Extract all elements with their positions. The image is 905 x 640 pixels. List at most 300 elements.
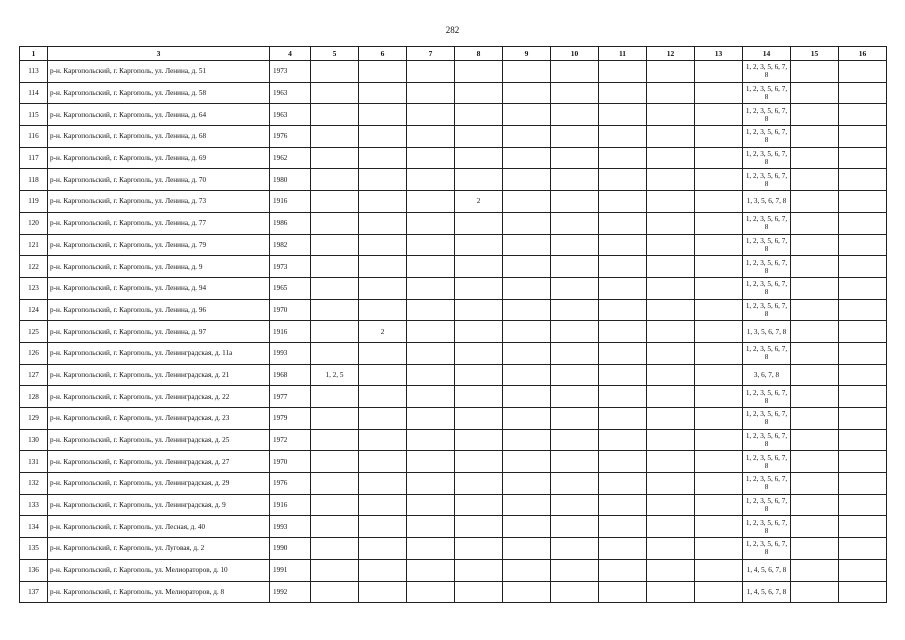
col-13-cell	[695, 516, 743, 538]
address-cell: р-н. Каргопольский, г. Каргополь, ул. Ленина, д. 73	[48, 191, 270, 213]
col-14-cell: 1, 2, 3, 5, 6, 7, 8	[743, 277, 791, 299]
col-5-cell	[311, 147, 359, 169]
col-6-cell	[359, 364, 407, 386]
year-cell: 1962	[270, 147, 311, 169]
row-number-cell: 129	[20, 408, 48, 430]
table-row	[20, 82, 887, 104]
row-number-cell: 121	[20, 234, 48, 256]
col-6-cell	[359, 516, 407, 538]
column-header: 3	[48, 47, 270, 61]
col-10-cell	[551, 212, 599, 234]
col-5-cell	[311, 429, 359, 451]
col-15-cell	[791, 104, 839, 126]
address-cell: р-н. Каргопольский, г. Каргополь, ул. Ленина, д. 96	[48, 299, 270, 321]
col-6-cell	[359, 126, 407, 148]
year-cell: 1976	[270, 473, 311, 495]
col-11-cell	[599, 82, 647, 104]
col-10-cell	[551, 408, 599, 430]
col-13-cell	[695, 342, 743, 364]
address-cell: р-н. Каргопольский, г. Каргополь, ул. Ленинградская, д. 23	[48, 408, 270, 430]
column-header: 8	[455, 47, 503, 61]
col-6-cell	[359, 191, 407, 213]
col-13-cell	[695, 191, 743, 213]
col-12-cell	[647, 191, 695, 213]
col-9-cell	[503, 581, 551, 603]
col-11-cell	[599, 191, 647, 213]
col-11-cell	[599, 538, 647, 560]
col-10-cell	[551, 234, 599, 256]
col-16-cell	[839, 191, 887, 213]
col-8-cell: 2	[455, 191, 503, 213]
col-5-cell	[311, 256, 359, 278]
col-6-cell	[359, 559, 407, 581]
col-11-cell	[599, 169, 647, 191]
table-row	[20, 559, 887, 581]
row-number-cell: 115	[20, 104, 48, 126]
table-row	[20, 147, 887, 169]
column-header: 13	[695, 47, 743, 61]
col-12-cell	[647, 342, 695, 364]
col-9-cell	[503, 538, 551, 560]
address-cell: р-н. Каргопольский, г. Каргополь, ул. Ленина, д. 9	[48, 256, 270, 278]
row-number-cell: 113	[20, 61, 48, 83]
row-number-cell: 137	[20, 581, 48, 603]
col-13-cell	[695, 364, 743, 386]
year-cell: 1973	[270, 256, 311, 278]
col-16-cell	[839, 494, 887, 516]
row-number-cell: 114	[20, 82, 48, 104]
year-cell: 1970	[270, 299, 311, 321]
col-6-cell	[359, 342, 407, 364]
col-15-cell	[791, 408, 839, 430]
col-8-cell	[455, 321, 503, 343]
address-cell: р-н. Каргопольский, г. Каргополь, ул. Ленинградская, д. 29	[48, 473, 270, 495]
col-16-cell	[839, 538, 887, 560]
col-5-cell	[311, 342, 359, 364]
col-10-cell	[551, 299, 599, 321]
col-15-cell	[791, 82, 839, 104]
col-8-cell	[455, 364, 503, 386]
col-16-cell	[839, 212, 887, 234]
col-7-cell	[407, 147, 455, 169]
col-7-cell	[407, 299, 455, 321]
row-number-cell: 135	[20, 538, 48, 560]
col-9-cell	[503, 169, 551, 191]
col-7-cell	[407, 516, 455, 538]
year-cell: 1916	[270, 191, 311, 213]
address-cell: р-н. Каргопольский, г. Каргополь, ул. Ленинградская, д. 22	[48, 386, 270, 408]
col-6-cell	[359, 61, 407, 83]
col-14-cell: 1, 4, 5, 6, 7, 8	[743, 581, 791, 603]
table-row	[20, 126, 887, 148]
col-6-cell	[359, 494, 407, 516]
col-11-cell	[599, 299, 647, 321]
col-5-cell	[311, 559, 359, 581]
address-cell: р-н. Каргопольский, г. Каргополь, ул. Мелиораторов, д. 8	[48, 581, 270, 603]
row-number-cell: 120	[20, 212, 48, 234]
year-cell: 1991	[270, 559, 311, 581]
col-16-cell	[839, 559, 887, 581]
col-15-cell	[791, 212, 839, 234]
col-5-cell	[311, 516, 359, 538]
col-10-cell	[551, 386, 599, 408]
year-cell: 1986	[270, 212, 311, 234]
col-9-cell	[503, 126, 551, 148]
col-15-cell	[791, 191, 839, 213]
col-16-cell	[839, 61, 887, 83]
col-14-cell: 1, 2, 3, 5, 6, 7, 8	[743, 538, 791, 560]
col-12-cell	[647, 126, 695, 148]
col-9-cell	[503, 364, 551, 386]
col-9-cell	[503, 516, 551, 538]
table-row	[20, 538, 887, 560]
col-15-cell	[791, 516, 839, 538]
col-13-cell	[695, 212, 743, 234]
col-9-cell	[503, 256, 551, 278]
column-header: 7	[407, 47, 455, 61]
col-14-cell: 1, 3, 5, 6, 7, 8	[743, 321, 791, 343]
col-12-cell	[647, 494, 695, 516]
col-13-cell	[695, 277, 743, 299]
col-7-cell	[407, 169, 455, 191]
col-7-cell	[407, 277, 455, 299]
col-10-cell	[551, 516, 599, 538]
col-16-cell	[839, 516, 887, 538]
col-5-cell	[311, 538, 359, 560]
year-cell: 1977	[270, 386, 311, 408]
col-16-cell	[839, 126, 887, 148]
row-number-cell: 118	[20, 169, 48, 191]
col-16-cell	[839, 581, 887, 603]
row-number-cell: 132	[20, 473, 48, 495]
col-10-cell	[551, 321, 599, 343]
col-12-cell	[647, 581, 695, 603]
col-7-cell	[407, 82, 455, 104]
col-13-cell	[695, 581, 743, 603]
col-13-cell	[695, 234, 743, 256]
col-10-cell	[551, 538, 599, 560]
col-5-cell	[311, 473, 359, 495]
col-12-cell	[647, 61, 695, 83]
col-7-cell	[407, 342, 455, 364]
address-cell: р-н. Каргопольский, г. Каргополь, ул. Лесная, д. 40	[48, 516, 270, 538]
year-cell: 1973	[270, 61, 311, 83]
col-9-cell	[503, 299, 551, 321]
col-8-cell	[455, 386, 503, 408]
col-16-cell	[839, 234, 887, 256]
page-number: 282	[445, 25, 460, 35]
col-7-cell	[407, 473, 455, 495]
col-7-cell	[407, 321, 455, 343]
col-6-cell	[359, 212, 407, 234]
col-6-cell	[359, 277, 407, 299]
col-14-cell: 1, 2, 3, 5, 6, 7, 8	[743, 299, 791, 321]
col-11-cell	[599, 212, 647, 234]
col-16-cell	[839, 429, 887, 451]
col-11-cell	[599, 342, 647, 364]
col-10-cell	[551, 147, 599, 169]
col-11-cell	[599, 451, 647, 473]
col-9-cell	[503, 321, 551, 343]
col-8-cell	[455, 429, 503, 451]
address-cell: р-н. Каргопольский, г. Каргополь, ул. Ленина, д. 58	[48, 82, 270, 104]
col-9-cell	[503, 408, 551, 430]
col-8-cell	[455, 451, 503, 473]
col-6-cell	[359, 299, 407, 321]
col-11-cell	[599, 473, 647, 495]
col-10-cell	[551, 191, 599, 213]
table-body	[20, 61, 887, 603]
row-number-cell: 116	[20, 126, 48, 148]
col-12-cell	[647, 473, 695, 495]
col-13-cell	[695, 126, 743, 148]
col-12-cell	[647, 364, 695, 386]
column-header: 9	[503, 47, 551, 61]
col-8-cell	[455, 169, 503, 191]
col-14-cell: 1, 2, 3, 5, 6, 7, 8	[743, 126, 791, 148]
row-number-cell: 136	[20, 559, 48, 581]
col-11-cell	[599, 234, 647, 256]
col-6-cell	[359, 82, 407, 104]
col-10-cell	[551, 581, 599, 603]
col-5-cell	[311, 234, 359, 256]
col-9-cell	[503, 451, 551, 473]
col-5-cell	[311, 169, 359, 191]
row-number-cell: 124	[20, 299, 48, 321]
row-number-cell: 134	[20, 516, 48, 538]
col-16-cell	[839, 256, 887, 278]
col-5-cell: 1, 2, 5	[311, 364, 359, 386]
col-8-cell	[455, 408, 503, 430]
col-9-cell	[503, 212, 551, 234]
address-cell: р-н. Каргопольский, г. Каргополь, ул. Ленинградская, д. 25	[48, 429, 270, 451]
col-5-cell	[311, 321, 359, 343]
table-row	[20, 61, 887, 83]
column-header: 15	[791, 47, 839, 61]
table-header-row	[20, 47, 887, 61]
col-16-cell	[839, 364, 887, 386]
table-row	[20, 256, 887, 278]
col-9-cell	[503, 559, 551, 581]
col-7-cell	[407, 386, 455, 408]
year-cell: 1993	[270, 516, 311, 538]
col-8-cell	[455, 256, 503, 278]
col-16-cell	[839, 408, 887, 430]
col-11-cell	[599, 494, 647, 516]
year-cell: 1970	[270, 451, 311, 473]
col-8-cell	[455, 277, 503, 299]
col-11-cell	[599, 256, 647, 278]
col-8-cell	[455, 473, 503, 495]
col-8-cell	[455, 147, 503, 169]
table-row	[20, 451, 887, 473]
year-cell: 1979	[270, 408, 311, 430]
col-11-cell	[599, 277, 647, 299]
col-11-cell	[599, 408, 647, 430]
col-5-cell	[311, 82, 359, 104]
col-16-cell	[839, 451, 887, 473]
column-header: 5	[311, 47, 359, 61]
col-14-cell: 1, 2, 3, 5, 6, 7, 8	[743, 451, 791, 473]
col-8-cell	[455, 299, 503, 321]
col-8-cell	[455, 212, 503, 234]
col-7-cell	[407, 581, 455, 603]
col-9-cell	[503, 429, 551, 451]
column-header: 1	[20, 47, 48, 61]
col-10-cell	[551, 364, 599, 386]
col-5-cell	[311, 212, 359, 234]
col-8-cell	[455, 559, 503, 581]
col-6-cell	[359, 451, 407, 473]
col-10-cell	[551, 256, 599, 278]
col-10-cell	[551, 61, 599, 83]
col-12-cell	[647, 104, 695, 126]
col-7-cell	[407, 559, 455, 581]
col-10-cell	[551, 473, 599, 495]
col-9-cell	[503, 234, 551, 256]
table-row	[20, 321, 887, 343]
col-9-cell	[503, 191, 551, 213]
col-12-cell	[647, 169, 695, 191]
table-row	[20, 234, 887, 256]
col-16-cell	[839, 277, 887, 299]
col-14-cell: 1, 2, 3, 5, 6, 7, 8	[743, 61, 791, 83]
col-5-cell	[311, 191, 359, 213]
col-13-cell	[695, 429, 743, 451]
col-12-cell	[647, 256, 695, 278]
col-14-cell: 1, 2, 3, 5, 6, 7, 8	[743, 234, 791, 256]
table-row	[20, 386, 887, 408]
col-14-cell: 1, 2, 3, 5, 6, 7, 8	[743, 408, 791, 430]
col-6-cell	[359, 429, 407, 451]
col-13-cell	[695, 299, 743, 321]
col-7-cell	[407, 256, 455, 278]
address-cell: р-н. Каргопольский, г. Каргополь, ул. Ленина, д. 64	[48, 104, 270, 126]
col-10-cell	[551, 82, 599, 104]
col-9-cell	[503, 147, 551, 169]
col-11-cell	[599, 104, 647, 126]
col-13-cell	[695, 256, 743, 278]
col-14-cell: 1, 2, 3, 5, 6, 7, 8	[743, 516, 791, 538]
col-6-cell	[359, 473, 407, 495]
col-12-cell	[647, 516, 695, 538]
col-12-cell	[647, 82, 695, 104]
col-15-cell	[791, 126, 839, 148]
table-row	[20, 299, 887, 321]
col-16-cell	[839, 342, 887, 364]
column-header: 6	[359, 47, 407, 61]
col-6-cell	[359, 104, 407, 126]
column-header: 4	[270, 47, 311, 61]
row-number-cell: 125	[20, 321, 48, 343]
address-cell: р-н. Каргопольский, г. Каргополь, ул. Ленинградская, д. 21	[48, 364, 270, 386]
col-15-cell	[791, 277, 839, 299]
col-11-cell	[599, 147, 647, 169]
col-8-cell	[455, 82, 503, 104]
col-16-cell	[839, 321, 887, 343]
col-5-cell	[311, 581, 359, 603]
column-header: 11	[599, 47, 647, 61]
col-8-cell	[455, 234, 503, 256]
col-16-cell	[839, 169, 887, 191]
col-13-cell	[695, 494, 743, 516]
col-14-cell: 1, 2, 3, 5, 6, 7, 8	[743, 82, 791, 104]
row-number-cell: 122	[20, 256, 48, 278]
col-7-cell	[407, 234, 455, 256]
col-5-cell	[311, 277, 359, 299]
table-row	[20, 473, 887, 495]
col-7-cell	[407, 408, 455, 430]
col-12-cell	[647, 451, 695, 473]
col-10-cell	[551, 494, 599, 516]
col-16-cell	[839, 473, 887, 495]
col-14-cell: 1, 2, 3, 5, 6, 7, 8	[743, 473, 791, 495]
year-cell: 1916	[270, 321, 311, 343]
col-13-cell	[695, 104, 743, 126]
table-row	[20, 494, 887, 516]
col-11-cell	[599, 516, 647, 538]
col-9-cell	[503, 82, 551, 104]
col-8-cell	[455, 342, 503, 364]
year-cell: 1992	[270, 581, 311, 603]
col-13-cell	[695, 61, 743, 83]
col-15-cell	[791, 234, 839, 256]
table-row	[20, 191, 887, 213]
address-cell: р-н. Каргопольский, г. Каргополь, ул. Ленинградская, д. 9	[48, 494, 270, 516]
col-11-cell	[599, 364, 647, 386]
row-number-cell: 127	[20, 364, 48, 386]
col-7-cell	[407, 191, 455, 213]
col-15-cell	[791, 364, 839, 386]
col-15-cell	[791, 321, 839, 343]
col-5-cell	[311, 126, 359, 148]
address-cell: р-н. Каргопольский, г. Каргополь, ул. Ленинградская, д. 27	[48, 451, 270, 473]
address-cell: р-н. Каргопольский, г. Каргополь, ул. Луговая, д. 2	[48, 538, 270, 560]
col-7-cell	[407, 61, 455, 83]
col-9-cell	[503, 386, 551, 408]
col-5-cell	[311, 299, 359, 321]
address-cell: р-н. Каргопольский, г. Каргополь, ул. Ленина, д. 97	[48, 321, 270, 343]
col-15-cell	[791, 494, 839, 516]
col-8-cell	[455, 494, 503, 516]
row-number-cell: 130	[20, 429, 48, 451]
year-cell: 1993	[270, 342, 311, 364]
col-13-cell	[695, 538, 743, 560]
address-cell: р-н. Каргопольский, г. Каргополь, ул. Ленина, д. 70	[48, 169, 270, 191]
table-row	[20, 342, 887, 364]
col-5-cell	[311, 494, 359, 516]
col-5-cell	[311, 408, 359, 430]
col-15-cell	[791, 256, 839, 278]
col-6-cell	[359, 147, 407, 169]
table-row	[20, 104, 887, 126]
col-15-cell	[791, 559, 839, 581]
col-14-cell: 1, 2, 3, 5, 6, 7, 8	[743, 342, 791, 364]
col-12-cell	[647, 538, 695, 560]
column-header: 12	[647, 47, 695, 61]
col-12-cell	[647, 559, 695, 581]
col-7-cell	[407, 364, 455, 386]
year-cell: 1963	[270, 82, 311, 104]
col-7-cell	[407, 126, 455, 148]
col-6-cell: 2	[359, 321, 407, 343]
col-13-cell	[695, 169, 743, 191]
year-cell: 1916	[270, 494, 311, 516]
col-9-cell	[503, 61, 551, 83]
col-7-cell	[407, 212, 455, 234]
col-14-cell: 1, 2, 3, 5, 6, 7, 8	[743, 147, 791, 169]
table-row	[20, 212, 887, 234]
